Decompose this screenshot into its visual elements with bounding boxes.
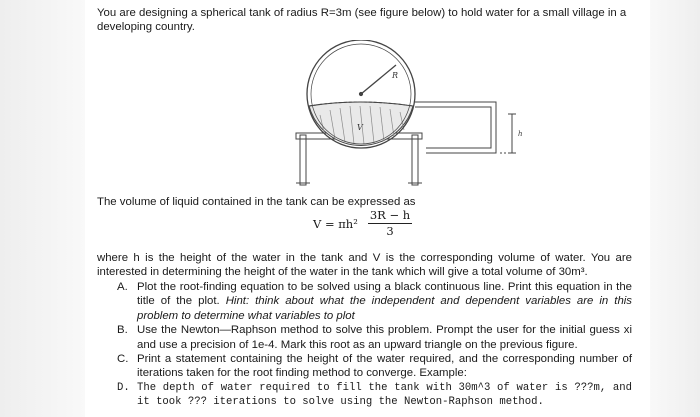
left-margin xyxy=(0,0,85,417)
list-item xyxy=(117,352,632,381)
list-item-text: Plot the root-finding equation to be solved using a black continuous line. Print this equation in the title of the plot. xyxy=(137,281,632,308)
list-item xyxy=(117,381,632,410)
list-item-text: Use the Newton—Raphson method to solve this problem. Prompt the user for the initial guess xi and use a precision of 1e-4. Mark this root as an upward triangle on the previous figure. xyxy=(137,324,632,351)
label-V: V xyxy=(357,123,363,132)
list-item xyxy=(117,280,632,323)
level-gauge-pipe xyxy=(415,102,496,153)
list-item-text: Print a statement containing the height of the water required, and the corresponding number of iterations taken for the root finding method to converge. Example: xyxy=(137,353,632,380)
task-list xyxy=(117,280,632,410)
spherical-tank-figure xyxy=(280,40,530,190)
list-item xyxy=(117,323,632,352)
formula-numerator: 3R − h xyxy=(369,208,411,222)
where-paragraph: where h is the height of the water in the tank and V is the corresponding volume of water. You are interested in determining the height of the water in the tank which will give a total volume of 30m³. xyxy=(97,252,632,279)
list-marker: A. xyxy=(117,281,128,293)
formula-fraction xyxy=(368,208,412,238)
formula-denominator: 3 xyxy=(386,224,394,238)
radius-line xyxy=(361,65,399,94)
label-h: h xyxy=(518,130,523,138)
intro-paragraph: You are designing a spherical tank of radius R=3m (see figure below) to hold water for a small village in a developing country. xyxy=(97,7,627,34)
formula-lhs: V = πh² xyxy=(313,217,358,231)
tank-leg-left xyxy=(300,135,306,185)
list-marker: B. xyxy=(117,324,128,337)
list-item-hint: Hint: think about what the independent and dependent variables are in this problem to determine what variables to plot xyxy=(137,295,633,322)
volume-sentence: The volume of liquid contained in the tank can be expressed as xyxy=(97,196,416,208)
list-marker: C. xyxy=(117,353,129,366)
label-R: R xyxy=(392,71,399,80)
document-page xyxy=(85,0,650,417)
list-marker: D. xyxy=(117,381,130,394)
list-item-text: The depth of water required to fill the tank with 30m^3 of water is ???m, and it took ??? iterations to solve using the Newton-Raphson method. xyxy=(137,381,632,409)
right-margin xyxy=(650,0,700,417)
tank-leg-right xyxy=(412,135,418,185)
